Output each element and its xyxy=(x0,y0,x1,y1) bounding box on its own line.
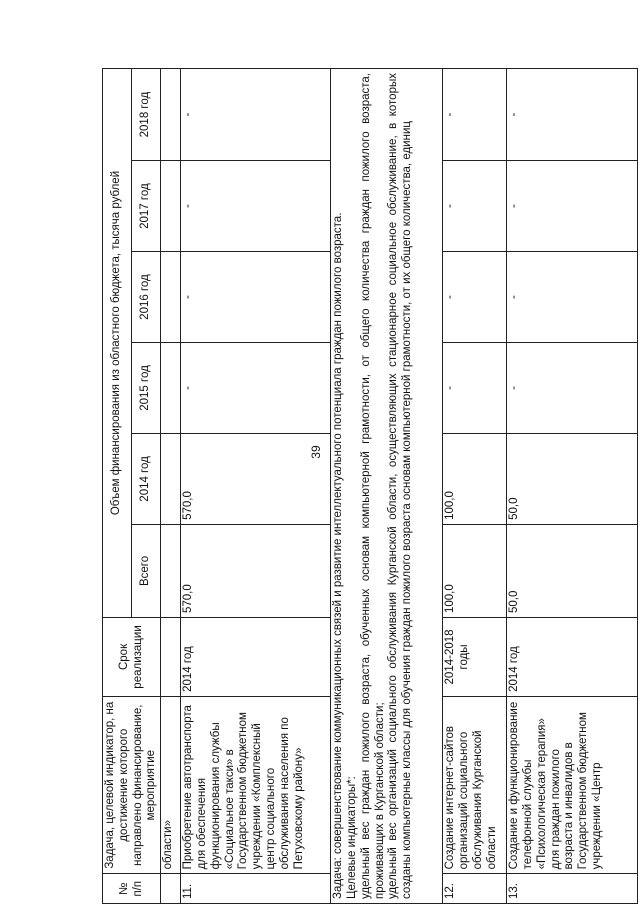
cont-text: области» xyxy=(161,696,181,874)
table-row-12 xyxy=(443,69,507,904)
row11-2014: 570,0 xyxy=(181,433,331,524)
row12-num: 12. xyxy=(443,874,507,904)
row12-2016: - xyxy=(443,252,507,343)
row13-2017: - xyxy=(507,161,638,252)
row13-total: 50,0 xyxy=(507,524,638,617)
table-row-13 xyxy=(507,69,638,904)
row12-text: Создание интернет-сайтов организаций социального обслуживания Курганской области xyxy=(443,696,507,874)
page-number: 39 xyxy=(309,445,323,459)
header-row-1 xyxy=(103,69,132,904)
row13-2015: - xyxy=(507,343,638,434)
financing-table xyxy=(102,68,638,904)
header-volume: Объем финансирования из областного бюджета, тысяча рублей xyxy=(103,69,132,618)
row13-2018: - xyxy=(507,69,638,161)
task-line-1: Задача: совершенствование коммуникационных связей и развитие интеллектуального потенциала граждан пожилого возраста. xyxy=(332,212,345,899)
header-year-2017: 2017 год xyxy=(132,161,161,252)
row11-term: 2014 год xyxy=(181,618,331,697)
row12-2017: - xyxy=(443,161,507,252)
task-line-4: удельный вес организаций социального обслуживания Курганской области, осуществляющих стационарное социальное обслуживание, в которых созданы компьютерные классы для обучения граждан пожилого возраста основам компьютерной грамотности, от их общего количества, единиц xyxy=(387,73,414,899)
row12-2014: 100,0 xyxy=(443,433,507,524)
header-year-2016: 2016 год xyxy=(132,252,161,343)
row11-2015: - xyxy=(181,343,331,434)
task-block-row xyxy=(331,69,443,904)
cont-total xyxy=(161,524,181,617)
task-block xyxy=(331,69,443,904)
row11-2016: - xyxy=(181,252,331,343)
header-num: № п/п xyxy=(103,874,161,904)
cont-2018 xyxy=(161,69,181,161)
task-line-2: Целевые индикаторы*: xyxy=(345,776,358,899)
row13-2016: - xyxy=(507,252,638,343)
row12-2015: - xyxy=(443,343,507,434)
row13-term: 2014 год xyxy=(507,618,638,697)
cont-2014 xyxy=(161,433,181,524)
row11-2018: - xyxy=(181,69,331,161)
header-task: Задача, целевой индикатор, на достижение которого направлено финансирование, мероприятие xyxy=(103,696,161,874)
cont-term xyxy=(161,618,181,697)
header-total: Всего xyxy=(132,524,161,617)
cont-num xyxy=(161,874,181,904)
header-year-2014: 2014 год xyxy=(132,433,161,524)
row11-2017: - xyxy=(181,161,331,252)
row12-total: 100,0 xyxy=(443,524,507,617)
header-year-2018: 2018 год xyxy=(132,69,161,161)
row13-2014: 50,0 xyxy=(507,433,638,524)
row12-2018: - xyxy=(443,69,507,161)
cont-2017 xyxy=(161,161,181,252)
row13-text: Создание и функционирование телефонной службы «Психологическая терапия» для граждан пожилого возраста и инвалидов в Государственном бюджетном учреждении «Центр xyxy=(507,696,638,874)
row11-num: 11. xyxy=(181,874,331,904)
continuation-row xyxy=(161,69,181,904)
task-line-3: удельный вес граждан пожилого возраста, обученных основам компьютерной грамотности, от общего количества граждан пожилого возраста, проживающих в Курганской области; xyxy=(359,73,386,899)
row13-num: 13. xyxy=(507,874,638,904)
row12-term: 2014-2018 годы xyxy=(443,618,507,697)
cont-2016 xyxy=(161,252,181,343)
header-term: Срок реализации xyxy=(103,618,161,697)
row11-text: Приобретение автотранспорта для обеспечения функционирования службы «Социальное такси» в Государственном бюджетном учреждении «Комплексный центр социального обслуживания населения по Петуховскому району» xyxy=(181,696,331,874)
table-row-11 xyxy=(181,69,331,904)
cont-2015 xyxy=(161,343,181,434)
row11-total: 570,0 xyxy=(181,524,331,617)
header-year-2015: 2015 год xyxy=(132,343,161,434)
rotated-table-container xyxy=(102,68,638,904)
